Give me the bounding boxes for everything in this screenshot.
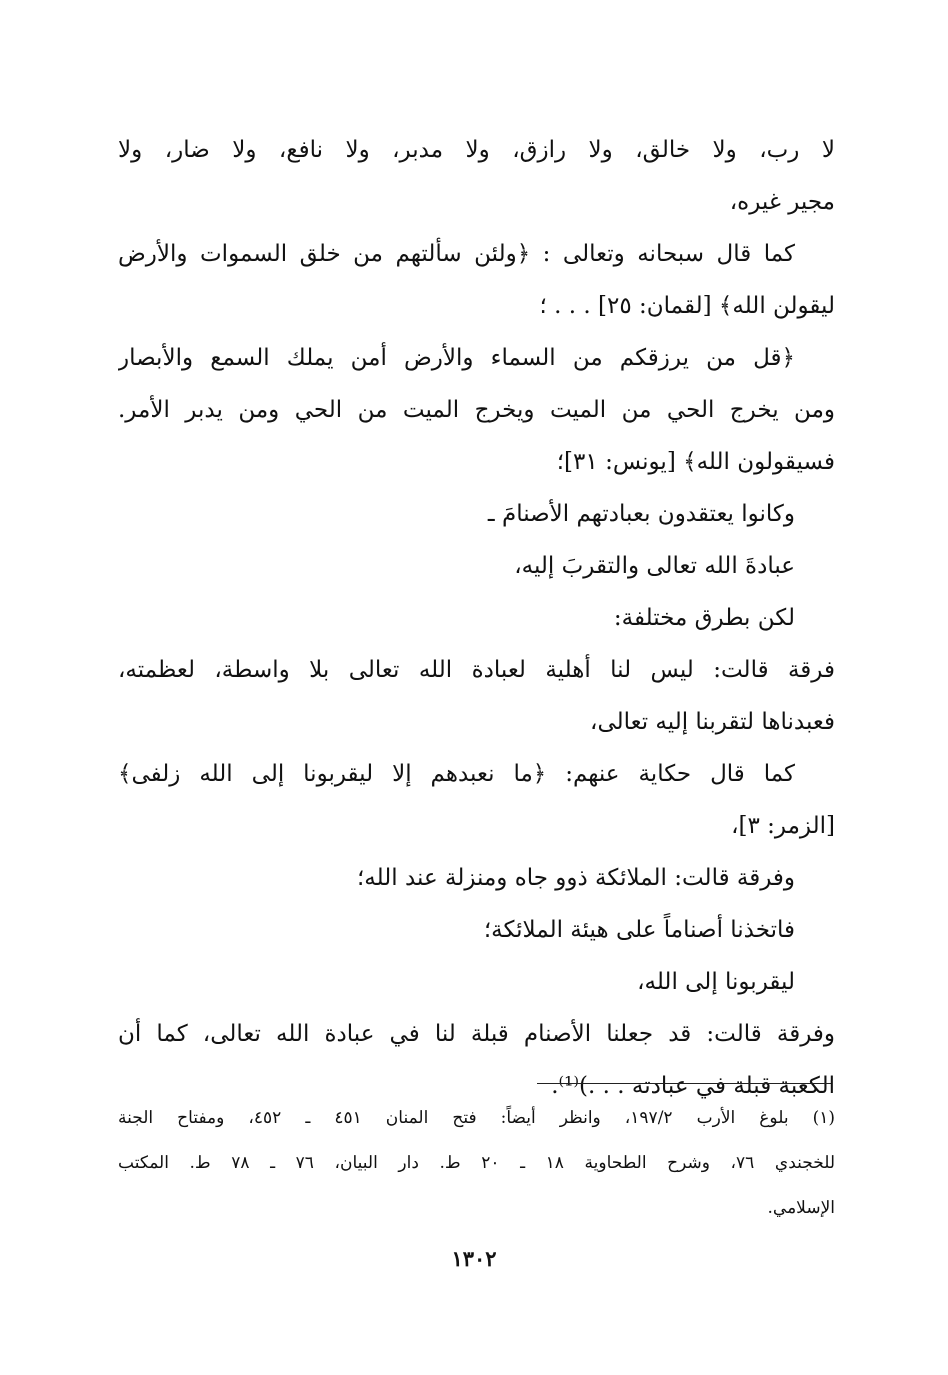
text-line-15: وفرقة قالت: الملائكة ذوو جاه ومنزلة عند الله؛ (356, 865, 795, 891)
footnote-separator (537, 1083, 831, 1084)
text-line-14: [الزمر: ٣]، (731, 813, 835, 839)
text-line-16: فاتخذنا أصناماً على هيئة الملائكة؛ (483, 917, 795, 943)
footnote-line-3: الإسلامي. (767, 1198, 835, 1218)
text-line-2: مجير غيره، (729, 189, 835, 215)
text-line-1: لا رب، ولا خالق، ولا رازق، ولا مدبر، ولا نافع، ولا ضار، ولا (118, 137, 835, 163)
main-text (118, 124, 835, 1112)
text-line-4: ليقولن الله﴾ [لقمان: ٢٥] . . . ؛ (539, 293, 835, 319)
text-line-18: وفرقة قالت: قد جعلنا الأصنام قبلة لنا في عبادة الله تعالى، كما أن (118, 1021, 835, 1047)
page-number: ١٣٠٢ (451, 1246, 497, 1271)
text-line-12: فعبدناها لتقربنا إليه تعالى، (590, 709, 835, 735)
text-line-9: عبادةَ الله تعالى والتقربَ إليه، (514, 553, 795, 579)
text-line-3: كما قال سبحانه وتعالى : ﴿ولئن سألتهم من خلق السموات والأرض (118, 241, 795, 267)
text-line-6: ومن يخرج الحي من الميت ويخرج الميت من الحي ومن يدبر الأمر. (118, 397, 835, 423)
text-line-8: وكانوا يعتقدون بعبادتهم الأصنامَ ـ (487, 501, 795, 527)
text-line-17: ليقربونا إلى الله، (637, 969, 795, 995)
text-line-10: لكن بطرق مختلفة: (613, 605, 795, 631)
footnote-line-2: للخجندي ٧٦، وشرح الطحاوية ١٨ ـ ٢٠ ط. دار البيان، ٧٦ ـ ٧٨ ط. المكتب (118, 1153, 835, 1173)
text-line-5: ﴿قل من يرزقكم من السماء والأرض أمن يملك السمع والأبصار (118, 345, 795, 371)
footnotes (118, 1096, 835, 1231)
text-line-19: الكعبة قبلة في عبادته . . .)⁽¹⁾. (551, 1073, 835, 1099)
footnote-line-1: (١) بلوغ الأرب ١٩٧/٢، وانظر أيضاً: فتح المنان ٤٥١ ـ ٤٥٢، ومفتاح الجنة (118, 1108, 835, 1128)
text-line-13: كما قال حكاية عنهم: ﴿ما نعبدهم إلا ليقربونا إلى الله زلفى﴾ (118, 761, 795, 787)
text-line-7: فسيقولون الله﴾ [يونس: ٣١]؛ (556, 449, 835, 475)
text-line-11: فرقة قالت: ليس لنا أهلية لعبادة الله تعالى بلا واسطة، لعظمته، (118, 657, 835, 683)
